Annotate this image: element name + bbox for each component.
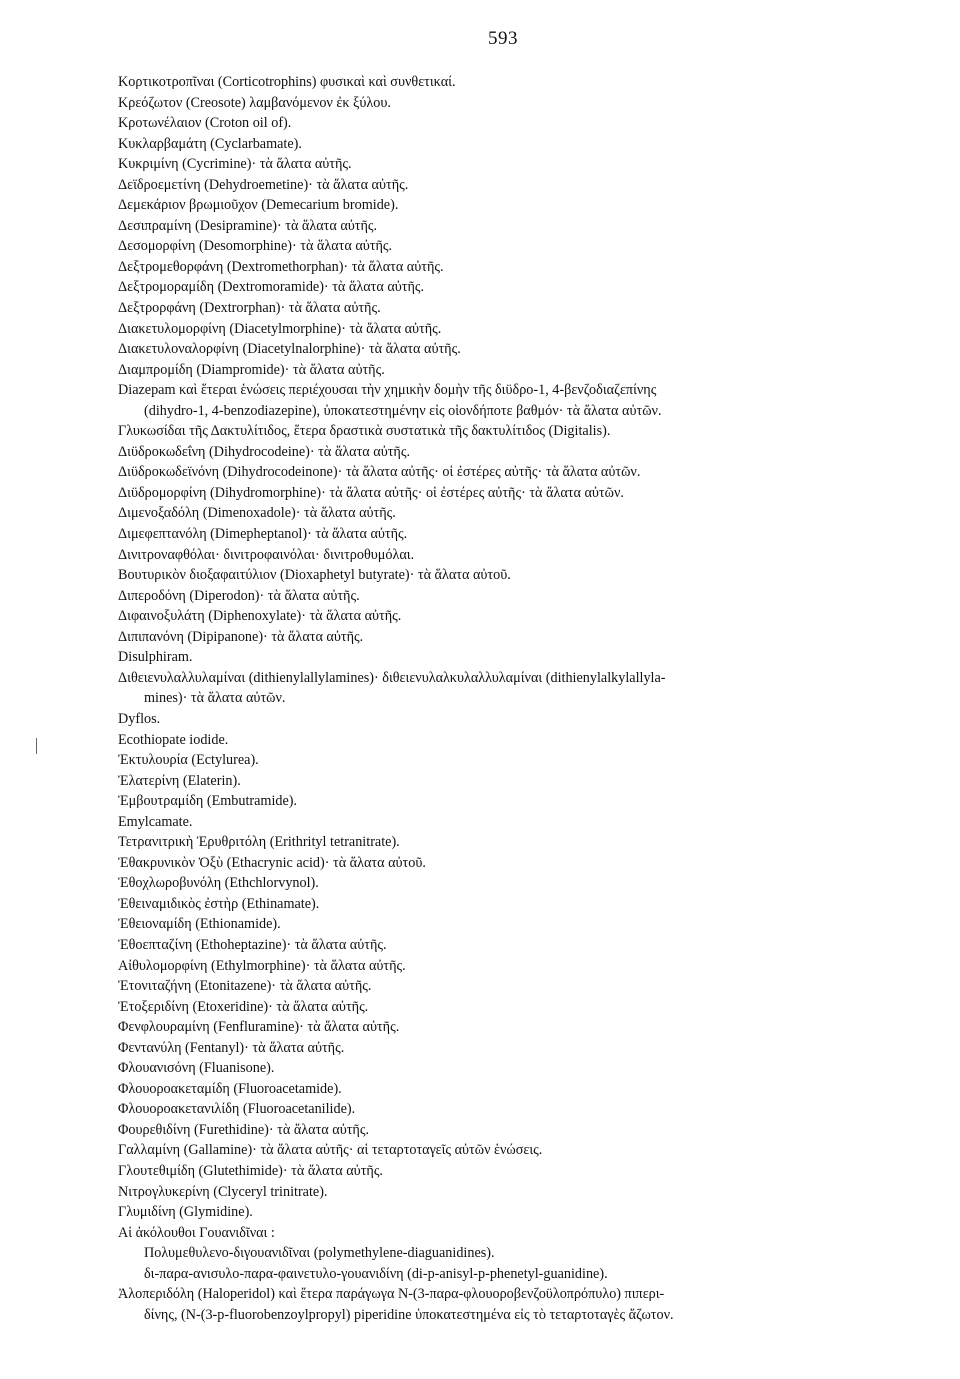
list-item: Ἐλατερίνη (Elaterin). [118,772,241,789]
list-item: Βουτυρικὸν διοξαφαιτύλιον (Dioxaphetyl butyrate)· τὰ ἅλατα αὐτοῦ. [118,567,511,584]
list-item: Dyflos. [118,710,161,727]
list-item: Διπεροδόνη (Diperodon)· τὰ ἅλατα αὐτῆς. [118,587,360,604]
list-item: Φουρεθιδίνη (Furethidine)· τὰ ἅλατα αὐτῆς. [118,1121,370,1138]
list-item: Ἐθοεπταζίνη (Ethoheptazine)· τὰ ἅλατα αὐτῆς. [118,936,387,953]
list-item: Γλυκωσίδαι τῆς Δακτυλίτιδος, ἕτερα δραστικὰ συστατικὰ τῆς δακτυλίτιδος (Digitalis). [118,423,611,440]
list-item: Ἐμβουτραμίδη (Embutramide). [118,793,298,810]
list-item: Ecothiopate iodide. [118,731,229,748]
list-item: Φλουοροακεταμίδη (Fluoroacetamide). [118,1080,342,1097]
list-item: Ἐθειναμιδικὸς ἐστὴρ (Ethinamate). [118,895,320,912]
list-item: Δινιτροναφθόλαι· δινιτροφαινόλαι· δινιτροθυμόλαι. [118,546,415,563]
list-item: Αἱ ἀκόλουθοι Γουανιδῖναι : [118,1224,275,1241]
list-item: Ἐτονιταζήνη (Etonitazene)· τὰ ἅλατα αὐτῆς. [118,978,372,995]
list-item-continuation: Πολυμεθυλενο-διγουανιδῖναι (polymethylene-diaguanidines). [144,1245,495,1262]
list-item-continuation: δι-παρα-ανισυλο-παρα-φαινετυλο-γουανιδίνη (di-p-anisyl-p-phenetyl-guanidine). [144,1265,608,1282]
list-item: Δεσομορφίνη (Desomorphine)· τὰ ἅλατα αὐτῆς. [118,238,393,255]
list-item: Κυκλαρβαμάτη (Cyclarbamate). [118,135,302,152]
list-item-continuation: (dihydro-1, 4-benzodiazepine), ὑποκατεστημένην εἰς οἱονδήποτε βαθμόν· τὰ ἅλατα αὐτῶν. [144,402,662,419]
list-item: Διαμπρομίδη (Diampromide)· τὰ ἅλατα αὐτῆς. [118,361,385,378]
list-item: Ἐθειοναμίδη (Ethionamide). [118,916,281,933]
list-item: Γλουτεθιμίδη (Glutethimide)· τὰ ἅλατα αὐτῆς. [118,1162,383,1179]
list-item: Διθειενυλαλλυλαμίναι (dithienylallylamines)· διθειενυλαλκυλαλλυλαμίναι (dithienylalkylallyla- [118,669,666,686]
list-item: Διμεφεπτανόλη (Dimepheptanol)· τὰ ἅλατα αὐτῆς. [118,526,408,543]
list-item: Διφαινοξυλάτη (Diphenoxylate)· τὰ ἅλατα αὐτῆς. [118,608,402,625]
list-item: Φεντανύλη (Fentanyl)· τὰ ἅλατα αὐτῆς. [118,1039,345,1056]
list-item: Διακετυλοναλορφίνη (Diacetylnalorphine)· τὰ ἅλατα αὐτῆς. [118,341,461,358]
margin-mark [36,738,37,754]
list-item: Δεξτρομεθορφάνη (Dextromethorphan)· τὰ ἅλατα αὐτῆς. [118,258,444,275]
page-number: 593 [488,28,518,49]
list-item: Διϋδρομορφίνη (Dihydromorphine)· τὰ ἅλατα αὐτῆς· οἱ ἐστέρες αὐτῆς· τὰ ἅλατα αὐτῶν. [118,484,624,501]
list-item: Emylcamate. [118,813,193,830]
list-item: Γλυμιδίνη (Glymidine). [118,1204,253,1221]
list-item: Disulphiram. [118,649,193,666]
list-item: Γαλλαμίνη (Gallamine)· τὰ ἅλατα αὐτῆς· αἱ τεταρτοταγεῖς αὐτῶν ἑνώσεις. [118,1142,543,1159]
list-item: Φενφλουραμίνη (Fenfluramine)· τὰ ἅλατα αὐτῆς. [118,1019,400,1036]
list-item: Diazepam καὶ ἕτεραι ἑνώσεις περιέχουσαι τὴν χημικὴν δομὴν τῆς διϋδρο-1, 4-βενζοδιαζεπίνης [118,382,657,399]
list-item: Κυκριμίνη (Cycrimine)· τὰ ἅλατα αὐτῆς. [118,156,352,173]
list-item: Τετρανιτρικὴ Ἐρυθριτόλη (Erithrityl tetranitrate). [118,834,400,851]
list-item: Δεσιπραμίνη (Desipramine)· τὰ ἅλατα αὐτῆς. [118,217,378,234]
list-item: Αἰθυλομορφίνη (Ethylmorphine)· τὰ ἅλατα αὐτῆς. [118,957,406,974]
list-item-continuation: δίνης, (N-(3-p-fluorobenzoylpropyl) piperidine ὑποκατεστημένα εἰς τὸ τεταρτοταγὲς ἄζωτον. [144,1306,674,1323]
list-item: Ἐκτυλουρία (Ectylurea). [118,752,259,769]
list-item: Διμενοξαδόλη (Dimenoxadole)· τὰ ἅλατα αὐτῆς. [118,505,396,522]
list-item: Νιτρογλυκερίνη (Clyceryl trinitrate). [118,1183,328,1200]
list-item: Δεξτρομοραμίδη (Dextromoramide)· τὰ ἅλατα αὐτῆς. [118,279,425,296]
list-item: Διπιπανόνη (Dipipanone)· τὰ ἅλατα αὐτῆς. [118,628,364,645]
list-item: Κορτικοτροπῖναι (Corticotrophins) φυσικαὶ καὶ συνθετικαί. [118,74,456,90]
list-item: Δεμεκάριον βρωμιοῦχον (Demecarium bromide). [118,197,399,214]
entry-list [118,72,918,1325]
list-item: Ἐθοχλωροβυνόλη (Ethchlorvynol). [118,875,319,892]
list-item: Δεξτρορφάνη (Dextrorphan)· τὰ ἅλατα αὐτῆς. [118,300,381,317]
list-item: Ἀλοπεριδόλη (Haloperidol) καὶ ἕτερα παράγωγα N-(3-παρα-φλουοροβενζοϋλοπρόπυλο) πιπερι- [118,1286,665,1303]
list-item: Κροτωνέλαιον (Croton oil of). [118,115,292,132]
list-item: Δεϊδροεμετίνη (Dehydroemetine)· τὰ ἅλατα αὐτῆς. [118,176,409,193]
list-item: Διϋδροκωδεΐνη (Dihydrocodeine)· τὰ ἅλατα αὐτῆς. [118,443,411,460]
list-item: Διακετυλομορφίνη (Diacetylmorphine)· τὰ ἅλατα αὐτῆς. [118,320,442,337]
list-item: Διϋδροκωδεϊνόνη (Dihydrocodeinone)· τὰ ἅλατα αὐτῆς· οἱ ἐστέρες αὐτῆς· τὰ ἅλατα αὐτῶν. [118,464,641,481]
list-item: Ἐθακρυνικὸν Ὀξὺ (Ethacrynic acid)· τὰ ἅλατα αὐτοῦ. [118,854,426,871]
list-item: Φλουανισόνη (Fluanisone). [118,1060,275,1077]
list-item-continuation: mines)· τὰ ἅλατα αὐτῶν. [144,690,286,707]
list-item: Κρεόζωτον (Creosote) λαμβανόμενον ἐκ ξύλου. [118,94,391,111]
list-item: Ἐτοξεριδίνη (Etoxeridine)· τὰ ἅλατα αὐτῆς. [118,998,369,1015]
list-item: Φλουοροακετανιλίδη (Fluoroacetanilide). [118,1101,356,1118]
